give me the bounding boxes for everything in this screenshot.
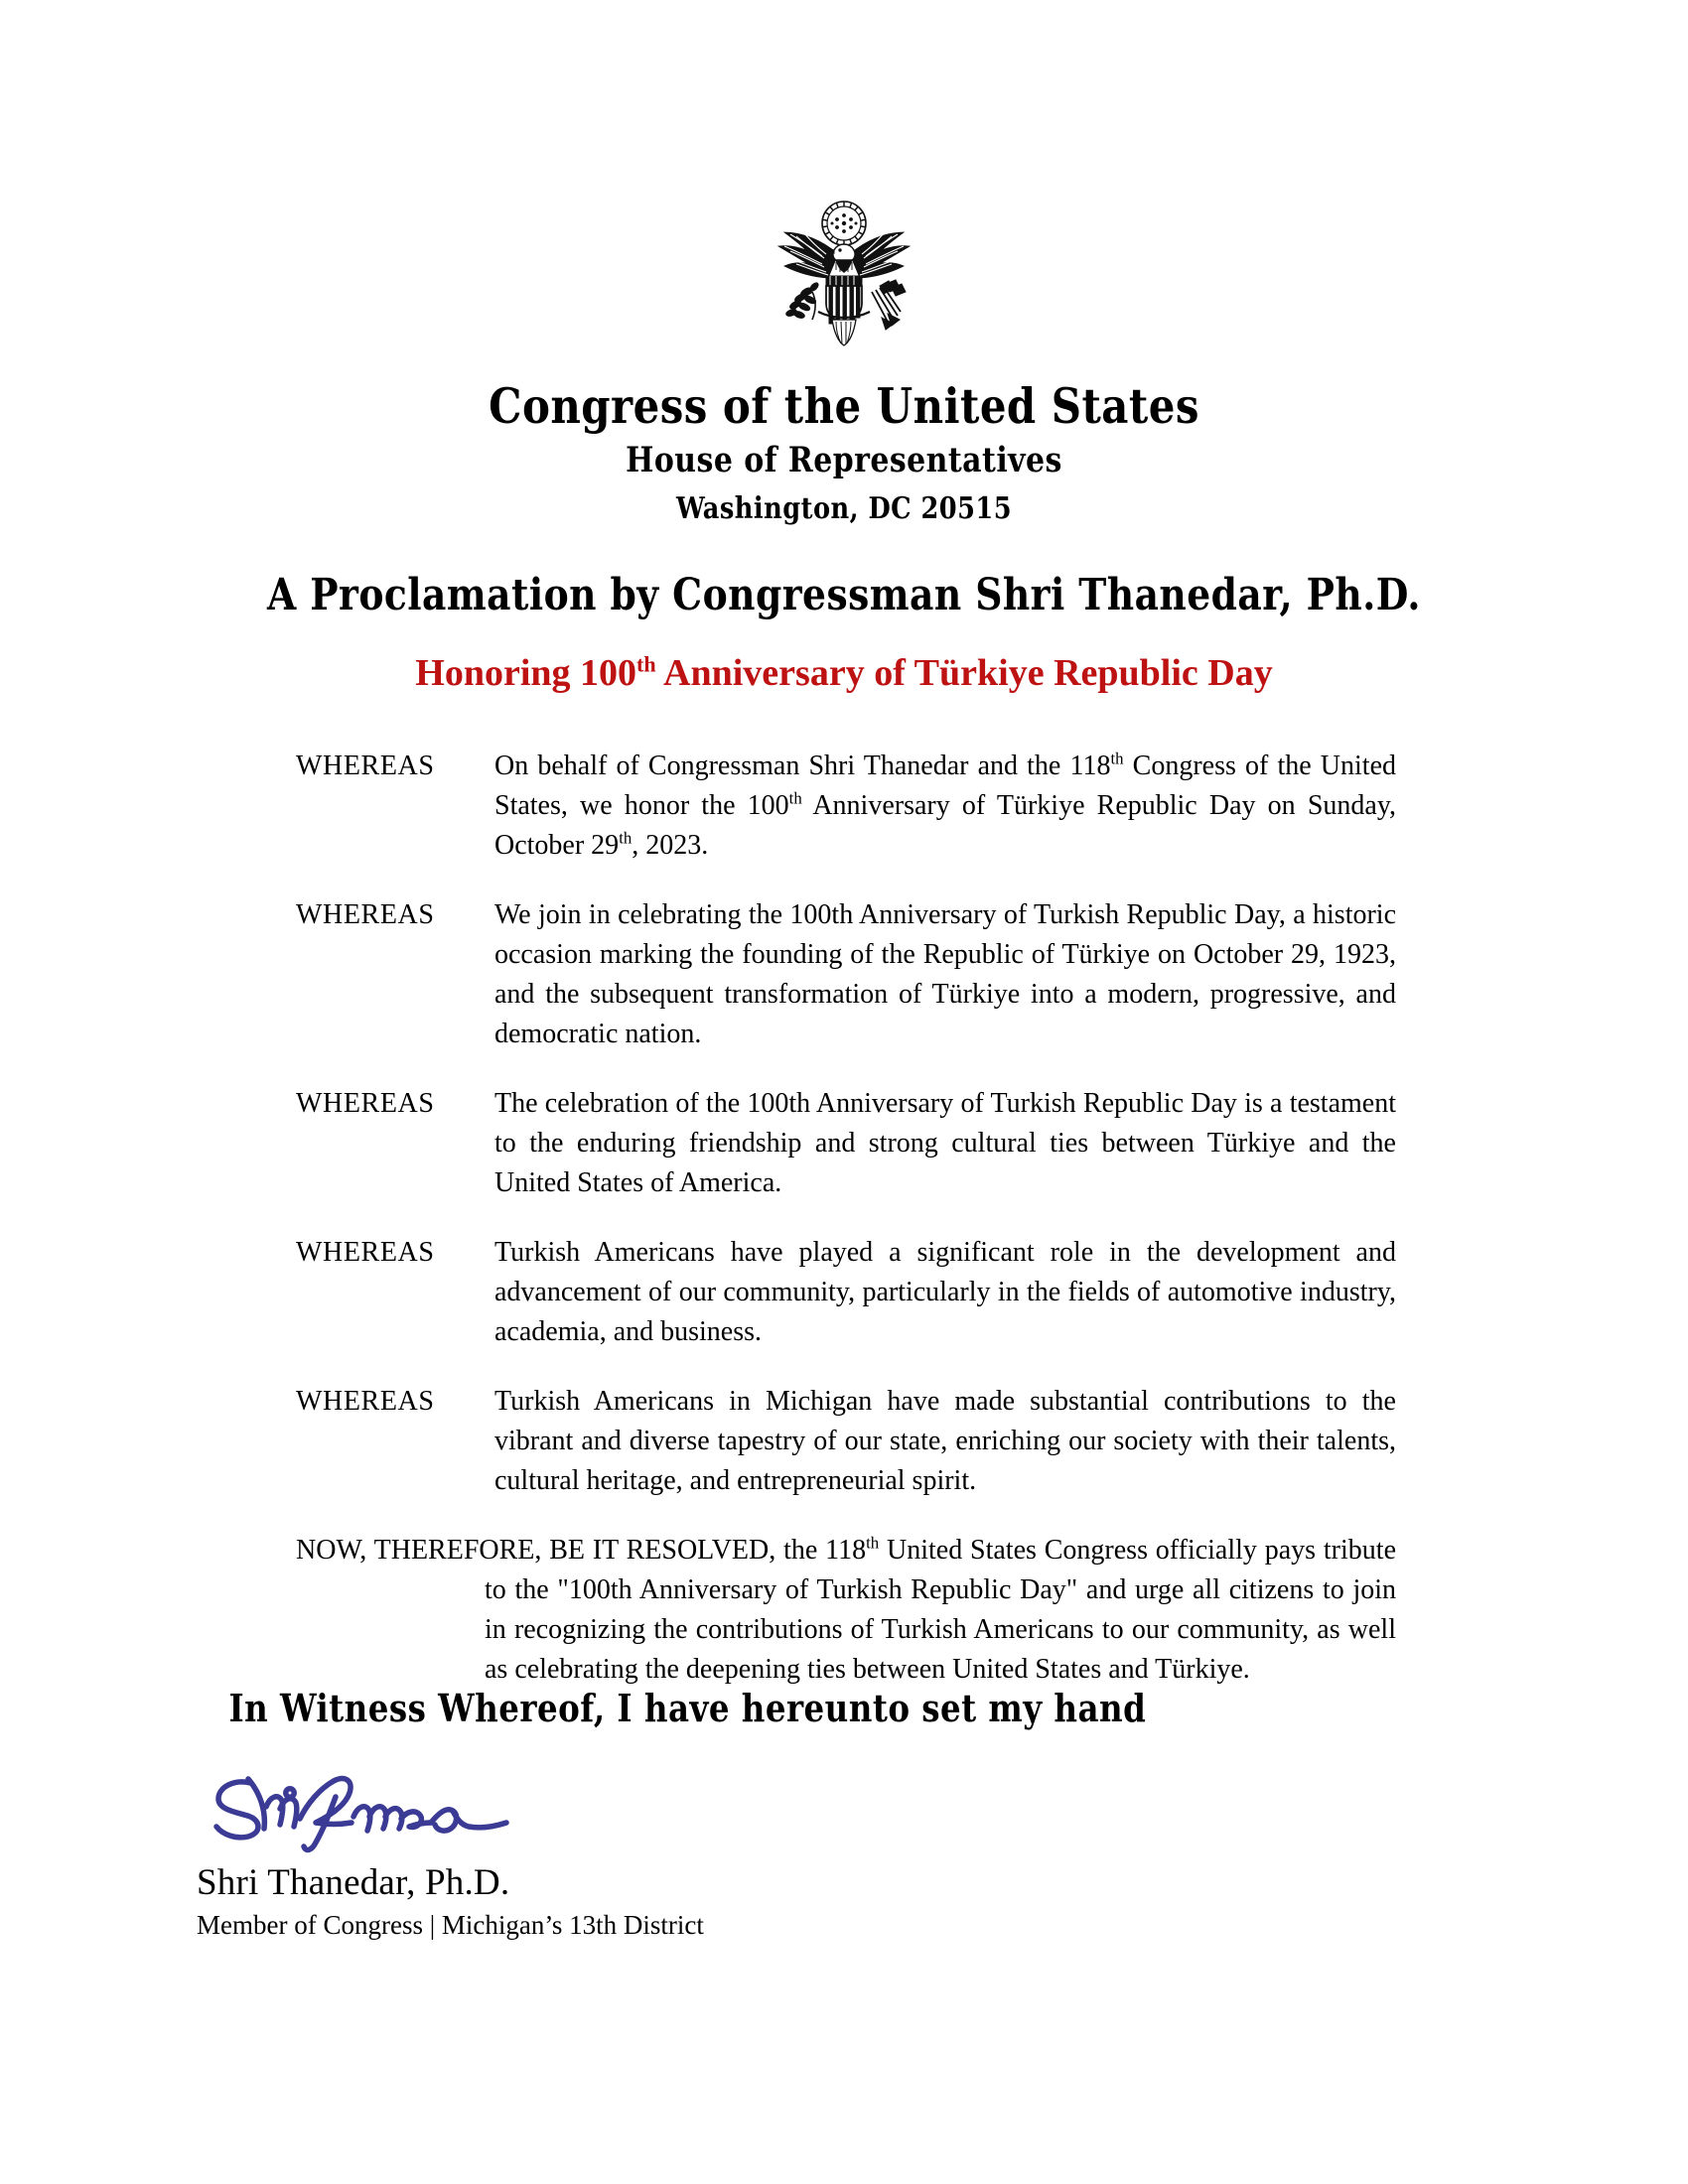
letterhead-chamber: House of Representatives [626,440,1062,480]
signature-block [197,1767,1090,1941]
subtitle-prefix: Honoring 100 [415,652,637,694]
signer-name: Shri Thanedar, Ph.D. [197,1862,510,1903]
clause-label: WHEREAS [296,751,435,781]
seal-container [0,189,1688,347]
resolution-row [296,1531,1396,1690]
clause-label: WHEREAS [296,1088,435,1119]
ordinal-suffix: th [866,1533,880,1553]
subtitle-suffix: Anniversary of Türkiye Republic Day [655,652,1273,694]
clause-text: We join in celebrating the 100th Anniversary of Turkish Republic Day, a historic occasion marking the founding of the Republic of Türkiye on October 29, 1923, and the subsequent transformation of Türkiye into a modern, progressive, and democratic nation. [494,899,1396,1049]
handwritten-signature-icon [205,1767,532,1856]
clause-label: WHEREAS [296,899,435,930]
page-subtitle [0,653,1688,695]
clause-row [296,1233,1396,1352]
clause-row [296,1382,1396,1501]
witness-statement: In Witness Whereof, I have hereunto set my hand [228,1686,1147,1730]
clause-label: WHEREAS [296,1386,435,1417]
signer-role: Member of Congress | Michigan’s 13th District [197,1909,704,1940]
letterhead-city: Washington, DC 20515 [675,491,1013,526]
letterhead-congress: Congress of the United States [489,377,1199,435]
clause-row [296,895,1396,1054]
ordinal-suffix: th [619,828,633,848]
page-title: A Proclamation by Congressman Shri Thanedar, Ph.D. [267,570,1421,620]
clause-text: On behalf of Congressman Shri Thanedar and the 118th Congress of the United States, we honor the 100th Anniversary of Türkiye Republic Day on Sunday, October 29th, 2023. [494,749,1397,861]
clause-list [296,747,1396,1719]
ordinal-suffix: th [1110,749,1124,768]
clause-label: WHEREAS [296,1237,435,1268]
ordinal-suffix: th [788,788,802,808]
clause-row [296,1084,1396,1203]
subtitle-ordinal-suffix: th [636,651,656,677]
clause-row [296,747,1396,866]
great-seal-eagle-icon [761,189,927,347]
clause-text: Turkish Americans in Michigan have made substantial contributions to the vibrant and diverse tapestry of our state, enriching our society with their talents, cultural heritage, and entrepreneurial spirit. [494,1386,1396,1496]
clause-text: The celebration of the 100th Anniversary of Turkish Republic Day is a testament to the enduring friendship and strong cultural ties between Türkiye and the United States of America. [494,1088,1396,1198]
clause-text: Turkish Americans have played a significant role in the development and advancement of our community, particularly in the fields of automotive industry, academia, and business. [494,1237,1396,1347]
resolution-text: NOW, THEREFORE, BE IT RESOLVED, the 118th United States Congress officially pays tribute to the "100th Anniversary of Turkish Republic Day" and urge all citizens to join in recognizing the contributions of Turkish Americans to our community, as well as celebrating the deepening ties between United States and Türkiye. [296,1533,1396,1685]
